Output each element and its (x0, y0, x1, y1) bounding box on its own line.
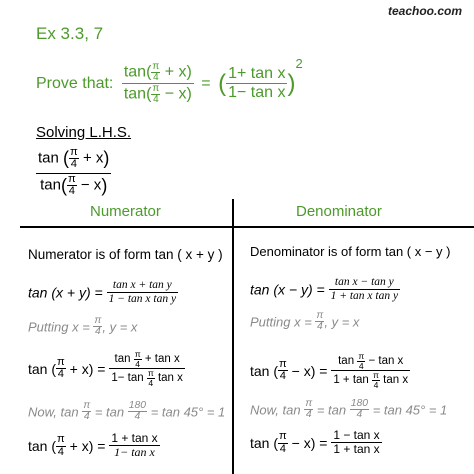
solving-title: Solving L.H.S. (36, 124, 132, 141)
exercise-title: Ex 3.3, 7 (36, 24, 104, 43)
table-horizontal-divider (20, 226, 474, 228)
formula-fraction (329, 276, 400, 303)
denominator-final (250, 429, 382, 457)
denominator-formula (250, 276, 400, 303)
text: tan x + tan y (107, 279, 178, 293)
prove-label: Prove that: (36, 74, 114, 92)
teachoo-logo: teachoo.com (387, 4, 462, 18)
text: − x) (160, 85, 192, 103)
text: = tan (94, 404, 125, 420)
text: = tan 45° = 1 (372, 402, 448, 418)
numerator-now-line (28, 401, 225, 423)
text: − x (76, 176, 102, 194)
pi-over-4: $\frac{\pi}{4}$ (305, 398, 313, 421)
numerator-final (28, 432, 160, 460)
exponent: 2 (295, 56, 303, 71)
step-fraction: tan $\frac{\pi}{4}$ − tan x 1 + tan $\frac{\pi}{4}$ tan x (333, 351, 409, 390)
final-fraction (109, 432, 159, 460)
text: Now, tan (28, 404, 79, 420)
text: 1− tan x (228, 83, 286, 101)
180-over-4: $\frac{180}{4}$ (128, 400, 147, 423)
pi-over-4: $\frac{\pi}{4}$ (57, 356, 65, 381)
pi-over-4: $\frac{\pi}{4}$ (57, 433, 65, 458)
pi-over-4: $\frac{\pi}{4}$ (279, 358, 287, 383)
numerator-form-text: Numerator is of form tan ( x + y ) (28, 247, 223, 262)
text: + x) = (65, 360, 106, 377)
numerator-formula (28, 279, 178, 306)
text: tan ( (250, 435, 279, 451)
text: tan ( (28, 360, 57, 377)
denominator-step (250, 352, 410, 390)
pi-over-4: $\frac{\pi}{4}$ (67, 172, 76, 197)
text: 1 + tan x (111, 431, 158, 445)
text: , y = x (102, 319, 138, 335)
text: = tan (316, 402, 347, 418)
text: tan ( (250, 362, 279, 379)
text: Now, tan (250, 402, 301, 418)
pi-over-4: $\frac{\pi}{4}$ (94, 315, 102, 338)
denominator-header: Denominator (296, 203, 382, 220)
right-paren: ) (287, 69, 296, 97)
pi-over-4: $\frac{\pi}{4}$ (316, 310, 324, 333)
text: 1 − tan x (333, 428, 380, 442)
final-fraction (331, 429, 381, 457)
text: Putting x = (28, 319, 90, 335)
pi-over-4: $\frac{\pi}{4}$ (152, 61, 160, 84)
text: tan( (123, 64, 152, 82)
text: 1− tan x (114, 445, 155, 460)
text: Putting x = (250, 314, 312, 330)
pi-over-4: $\frac{\pi}{4}$ (279, 430, 287, 455)
left-paren: ( (218, 69, 227, 97)
text: − x) = (287, 435, 328, 451)
pi-over-4: $\frac{\pi}{4}$ (70, 146, 78, 171)
prove-statement (36, 56, 303, 105)
prove-rhs-fraction (226, 65, 287, 102)
text: tan ( (28, 438, 57, 454)
180-over-4: $\frac{180}{4}$ (350, 398, 369, 421)
formula-fraction (107, 279, 178, 306)
text: tan x − tan y (329, 276, 400, 290)
text: 1 + tan x (333, 442, 380, 457)
equals-sign: = (201, 74, 211, 92)
text: , y = x (324, 314, 360, 330)
text: + x (78, 149, 104, 167)
text: tan (x − y) = (250, 281, 325, 298)
text: tan (40, 176, 61, 194)
text: = tan 45° = 1 (150, 404, 226, 420)
text: − x) = (287, 362, 328, 379)
step-fraction: tan $\frac{\pi}{4}$ + tan x 1− tan $\frac{\pi}{4}$ tan x (111, 349, 183, 388)
pi-over-4: $\frac{\pi}{4}$ (83, 400, 91, 423)
text: 1 − tan x tan y (108, 292, 177, 305)
prove-lhs-fraction (122, 62, 194, 105)
text: tan (38, 149, 64, 167)
pi-over-4: $\frac{\pi}{4}$ (152, 83, 160, 106)
table-vertical-divider (232, 199, 234, 474)
denominator-form-text: Denominator is of form tan ( x − y ) (250, 244, 451, 259)
denominator-now-line (250, 399, 447, 421)
text: 1 + tan x tan y (330, 289, 399, 302)
numerator-header: Numerator (90, 203, 161, 220)
text: tan( (123, 85, 152, 103)
lhs-expression (36, 147, 111, 197)
text: + x) = (65, 438, 106, 454)
lhs-fraction: tan ( $\frac{\pi}{4}$ + x) tan( $\frac{\pi}{4}$ − x) (38, 146, 110, 197)
text: tan (x + y) = (28, 284, 103, 301)
text: 1+ tan x (228, 65, 286, 83)
numerator-putting (28, 316, 137, 338)
denominator-putting (250, 311, 359, 333)
text: + x) (160, 64, 192, 82)
numerator-step (28, 350, 185, 388)
